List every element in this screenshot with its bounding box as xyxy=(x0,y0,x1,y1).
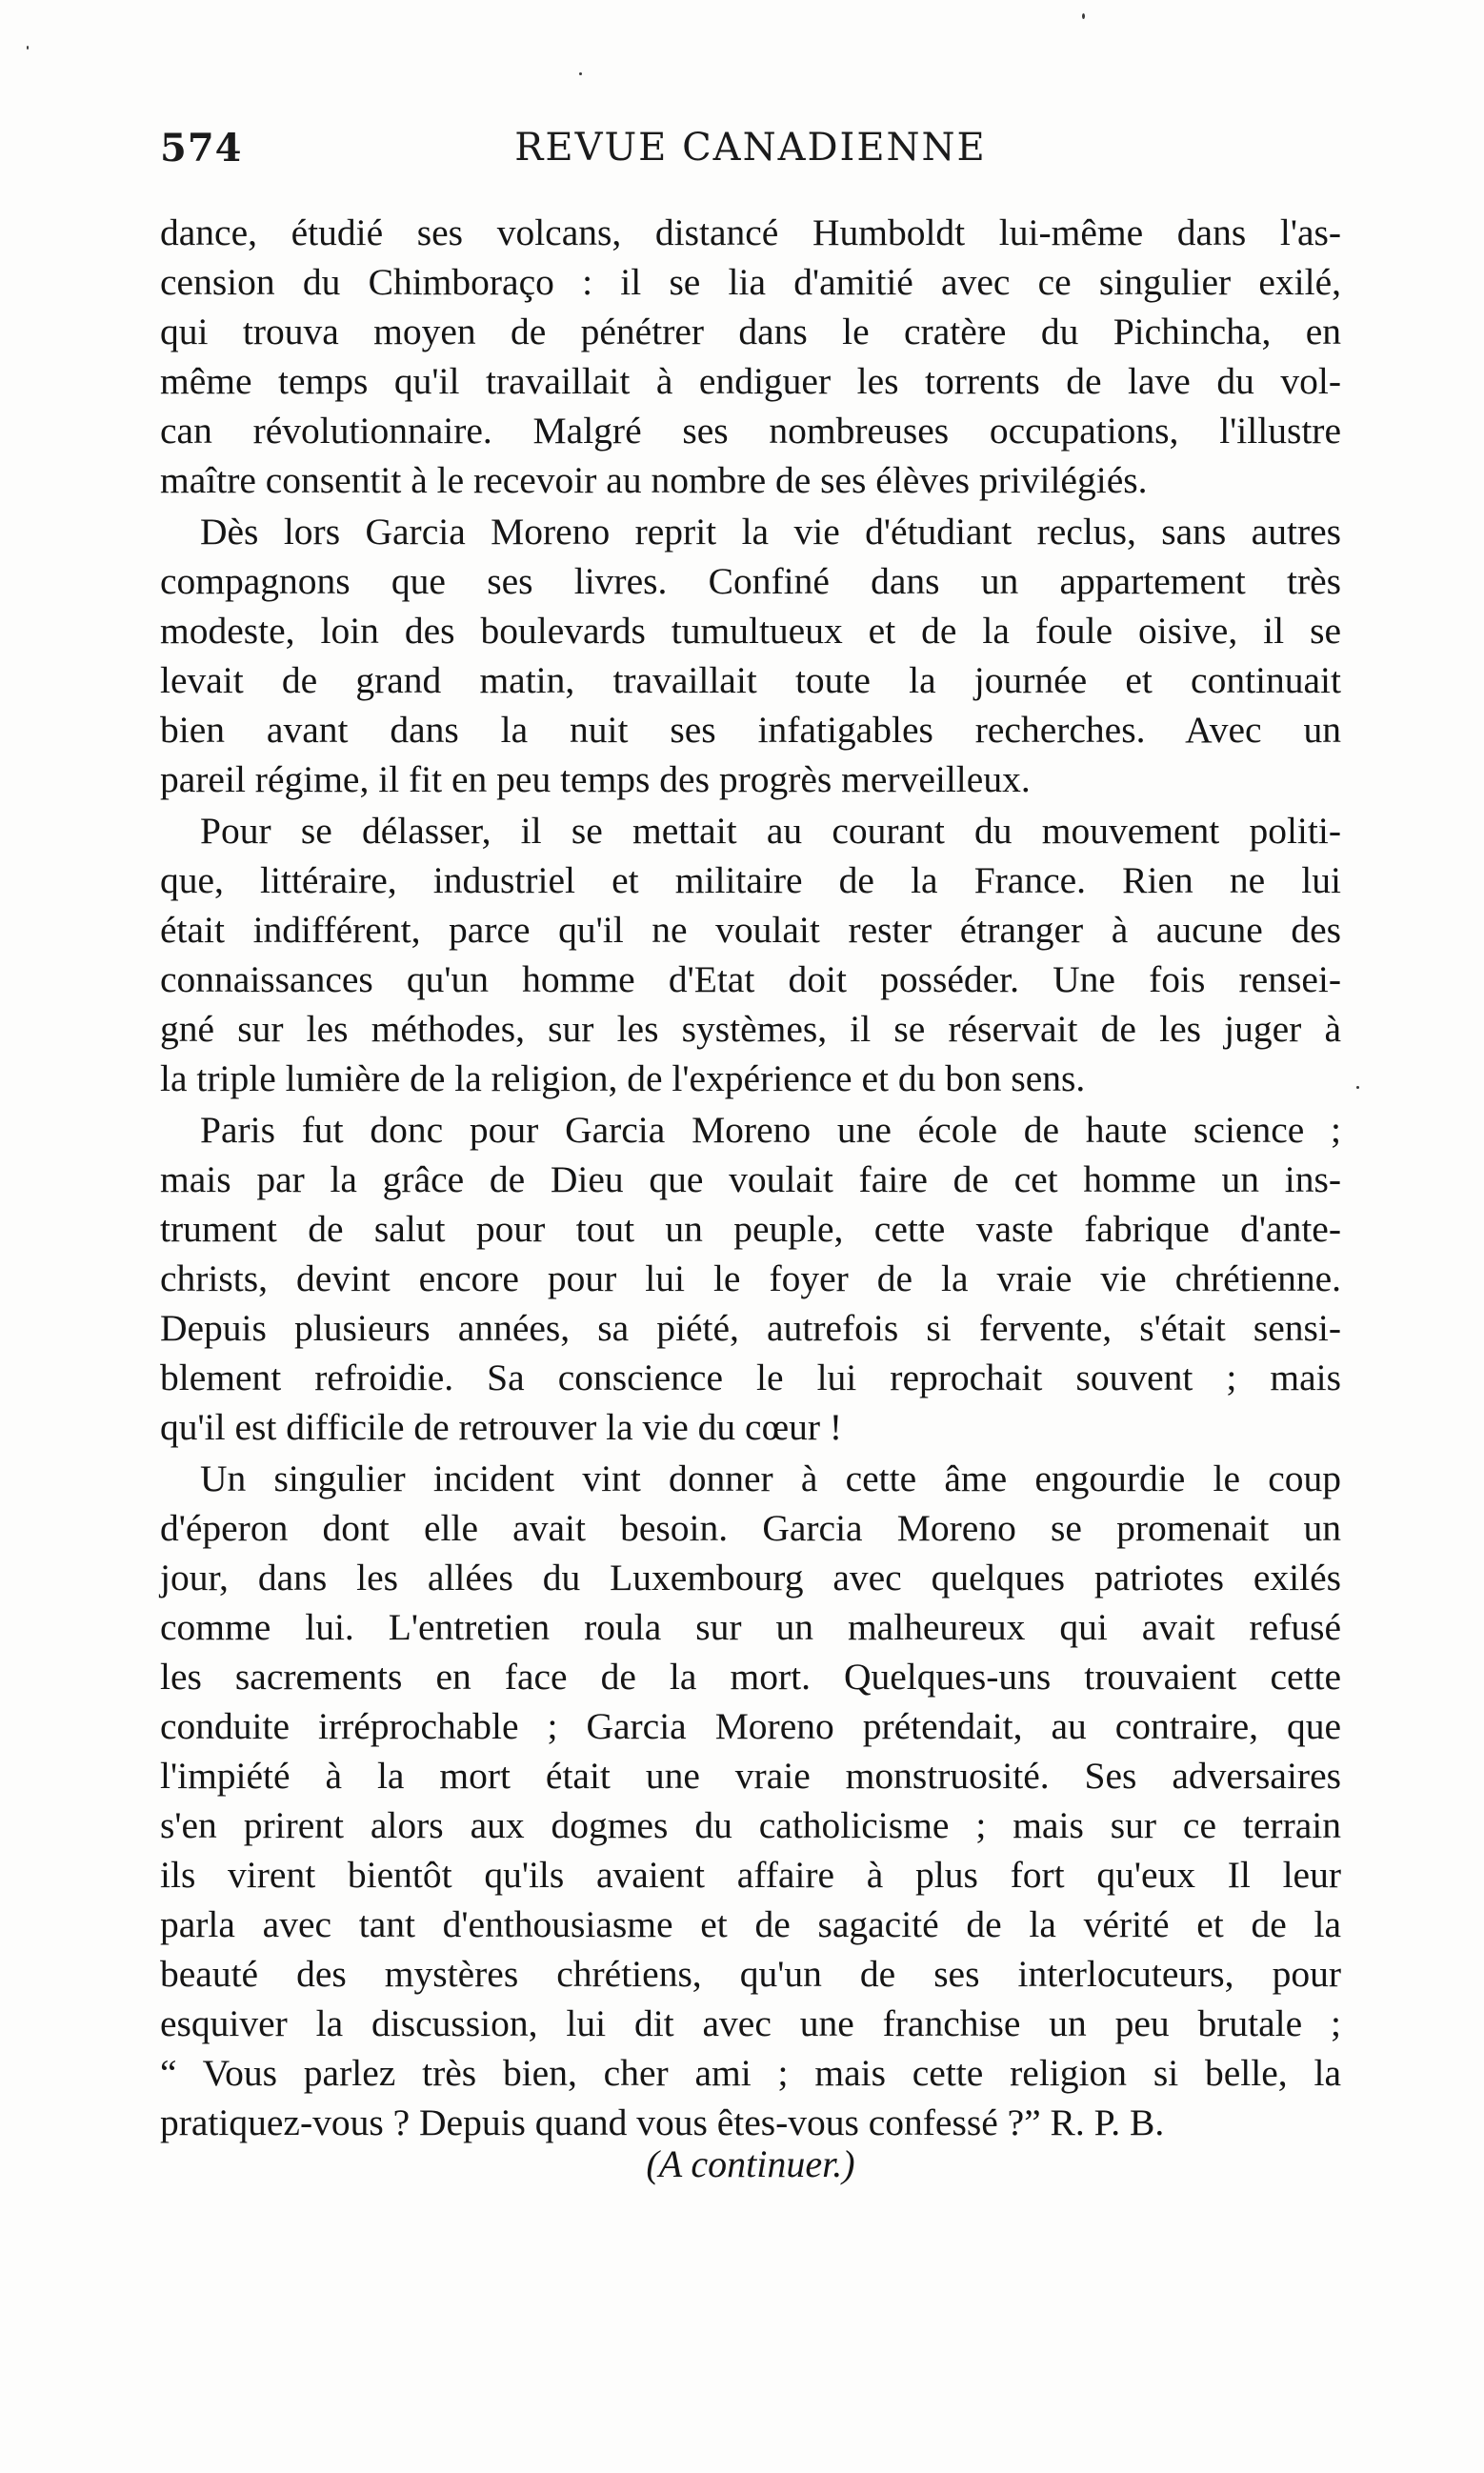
text-line: trument de salut pour tout un peuple, cette vaste fabrique d'ante- xyxy=(160,1208,1341,1250)
continuation-note: (A continuer.) xyxy=(646,2142,855,2185)
text-line: Dès lors Garcia Moreno reprit la vie d'étudiant reclus, sans autres xyxy=(200,511,1341,553)
scan-speck xyxy=(1082,13,1085,19)
text-line: s'en prirent alors aux dogmes du catholicisme ; mais sur ce terrain xyxy=(160,1804,1341,1846)
text-line: la triple lumière de la religion, de l'expérience et du bon sens. xyxy=(160,1057,1086,1099)
text-line: gné sur les méthodes, sur les systèmes, il se réservait de les juger à xyxy=(160,1008,1341,1050)
text-line: même temps qu'il travaillait à endiguer les torrents de lave du vol- xyxy=(160,360,1341,402)
text-line: qu'il est difficile de retrouver la vie du cœur ! xyxy=(160,1406,843,1448)
article-body xyxy=(160,208,1341,2149)
paragraph xyxy=(160,507,1341,804)
text-line: mais par la grâce de Dieu que voulait faire de cet homme un ins- xyxy=(160,1158,1341,1200)
text-line: compagnons que ses livres. Confiné dans un appartement très xyxy=(160,560,1341,602)
text-line: ils virent bientôt qu'ils avaient affaire à plus fort qu'eux Il leur xyxy=(160,1854,1341,1896)
text-line: esquiver la discussion, lui dit avec une franchise un peu brutale ; xyxy=(160,2002,1341,2044)
text-line: Un singulier incident vint donner à cette âme engourdie le coup xyxy=(200,1458,1341,1499)
journal-title: REVUE CANADIENNE xyxy=(514,126,987,170)
text-line: christs, devint encore pour lui le foyer de la vraie vie chrétienne. xyxy=(160,1257,1341,1299)
scan-speck xyxy=(1356,1086,1359,1089)
scan-speck xyxy=(579,72,582,75)
text-line: bien avant dans la nuit ses infatigables recherches. Avec un xyxy=(160,709,1341,751)
paragraph xyxy=(160,1454,1341,2147)
text-line: qui trouva moyen de pénétrer dans le cratère du Pichincha, en xyxy=(160,311,1341,352)
text-line: était indifférent, parce qu'il ne voulait rester étranger à aucune des xyxy=(160,909,1341,951)
text-line: les sacrements en face de la mort. Quelques-uns trouvaient cette xyxy=(160,1656,1341,1698)
text-line: modeste, loin des boulevards tumultueux et de la foule oisive, il se xyxy=(160,610,1341,652)
text-line: comme lui. L'entretien roula sur un malheureux qui avait refusé xyxy=(160,1606,1341,1648)
scan-speck xyxy=(27,46,29,50)
text-line: beauté des mystères chrétiens, qu'un de ses interlocuteurs, pour xyxy=(160,1953,1341,1995)
text-line: jour, dans les allées du Luxembourg avec quelques patriotes exilés xyxy=(160,1557,1341,1598)
text-line: d'éperon dont elle avait besoin. Garcia Moreno se promenait un xyxy=(160,1507,1341,1549)
text-line: cension du Chimboraço : il se lia d'amitié avec ce singulier exilé, xyxy=(160,261,1341,303)
text-line: maître consentit à le recevoir au nombre de ses élèves privilégiés. xyxy=(160,459,1148,501)
text-line: pratiquez-vous ? Depuis quand vous êtes-vous confessé ?” R. P. B. xyxy=(160,2101,1165,2143)
paragraph xyxy=(160,806,1341,1103)
text-line: conduite irréprochable ; Garcia Moreno prétendait, au contraire, que xyxy=(160,1705,1341,1747)
paragraph xyxy=(160,1105,1341,1452)
running-head xyxy=(160,122,1341,183)
text-line: connaissances qu'un homme d'Etat doit posséder. Une fois rensei- xyxy=(160,958,1341,1000)
text-line: can révolutionnaire. Malgré ses nombreuses occupations, l'illustre xyxy=(160,410,1341,452)
text-line: l'impiété à la mort était une vraie monstruosité. Ses adversaires xyxy=(160,1755,1341,1797)
text-line: pareil régime, il fit en peu temps des progrès merveilleux. xyxy=(160,758,1031,800)
text-line: Paris fut donc pour Garcia Moreno une école de haute science ; xyxy=(200,1109,1341,1151)
text-line: Pour se délasser, il se mettait au courant du mouvement politi- xyxy=(200,810,1341,852)
text-line: levait de grand matin, travaillait toute la journée et continuait xyxy=(160,659,1341,701)
page-number: 574 xyxy=(160,126,243,171)
text-line: “ Vous parlez très bien, cher ami ; mais cette religion si belle, la xyxy=(160,2052,1341,2094)
text-line: dance, étudié ses volcans, distancé Humboldt lui-même dans l'as- xyxy=(160,211,1341,253)
text-line: parla avec tant d'enthousiasme et de sagacité de la vérité et de la xyxy=(160,1903,1341,1945)
text-line: Depuis plusieurs années, sa piété, autrefois si fervente, s'était sensi- xyxy=(160,1307,1341,1349)
text-line: blement refroidie. Sa conscience le lui reprochait souvent ; mais xyxy=(160,1357,1341,1398)
text-line: que, littéraire, industriel et militaire de la France. Rien ne lui xyxy=(160,859,1341,901)
paragraph xyxy=(160,208,1341,505)
